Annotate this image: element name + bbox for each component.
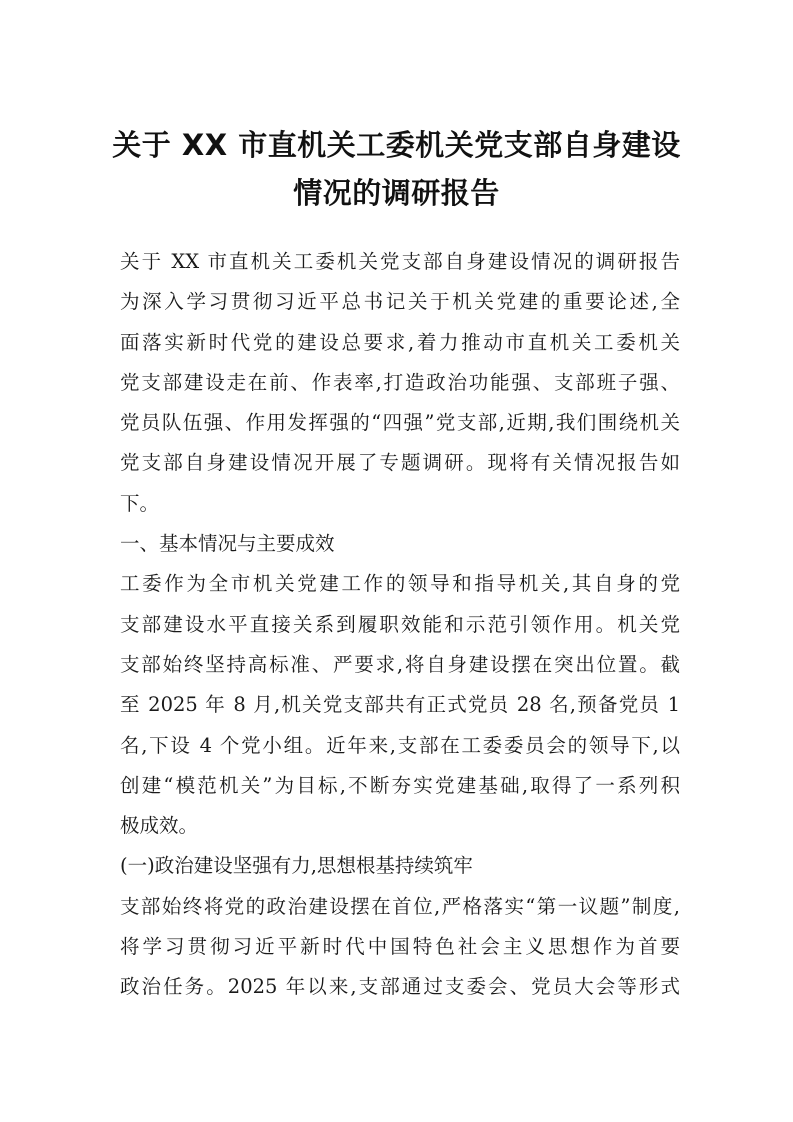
body-line: 下。 [120,491,160,515]
body-line: 党支部自身建设情况开展了专题调研。现将有关情况报告如 [120,451,680,475]
body-line: 支部始终将党的政治建设摆在首位,严格落实“第一议题”制度, [120,894,680,918]
body-line: 至 2025 年 8 月,机关党支部共有正式党员 28 名,预备党员 1 [120,693,680,717]
section-heading: 一、基本情况与主要成效 [120,532,335,556]
body-line: 为深入学习贯彻习近平总书记关于机关党建的重要论述,全 [120,290,680,314]
body-line: 名,下设 4 个党小组。近年来,支部在工委委员会的领导下,以 [120,733,680,757]
body-line: 支部建设水平直接关系到履职效能和示范引领作用。机关党 [120,612,680,636]
body-line: 党支部建设走在前、作表率,打造政治功能强、支部班子强、 [120,370,680,394]
document-body [120,242,680,1008]
body-line: 工委作为全市机关党建工作的领导和指导机关,其自身的党 [120,572,680,596]
body-line: 创建“模范机关”为目标,不断夯实党建基础,取得了一系列积 [120,773,680,797]
body-line: 政治任务。2025 年以来,支部通过支委会、党员大会等形式 [120,975,680,999]
document-title-line-2: 情况的调研报告 [293,176,500,210]
body-line: 极成效。 [120,814,199,838]
body-line: 党员队伍强、作用发挥强的“四强”党支部,近期,我们围绕机关 [120,411,680,435]
document-title-line-1: 关于 XX 市直机关工委机关党支部自身建设 [112,128,681,162]
body-line: 支部始终坚持高标准、严要求,将自身建设摆在突出位置。截 [120,652,680,676]
body-line: 将学习贯彻习近平新时代中国特色社会主义思想作为首要 [120,935,680,959]
body-line: 关于 XX 市直机关工委机关党支部自身建设情况的调研报告 [120,250,680,273]
subsection-heading: (一)政治建设坚强有力,思想根基持续筑牢 [120,854,473,878]
body-line: 面落实新时代党的建设总要求,着力推动市直机关工委机关 [120,330,680,354]
